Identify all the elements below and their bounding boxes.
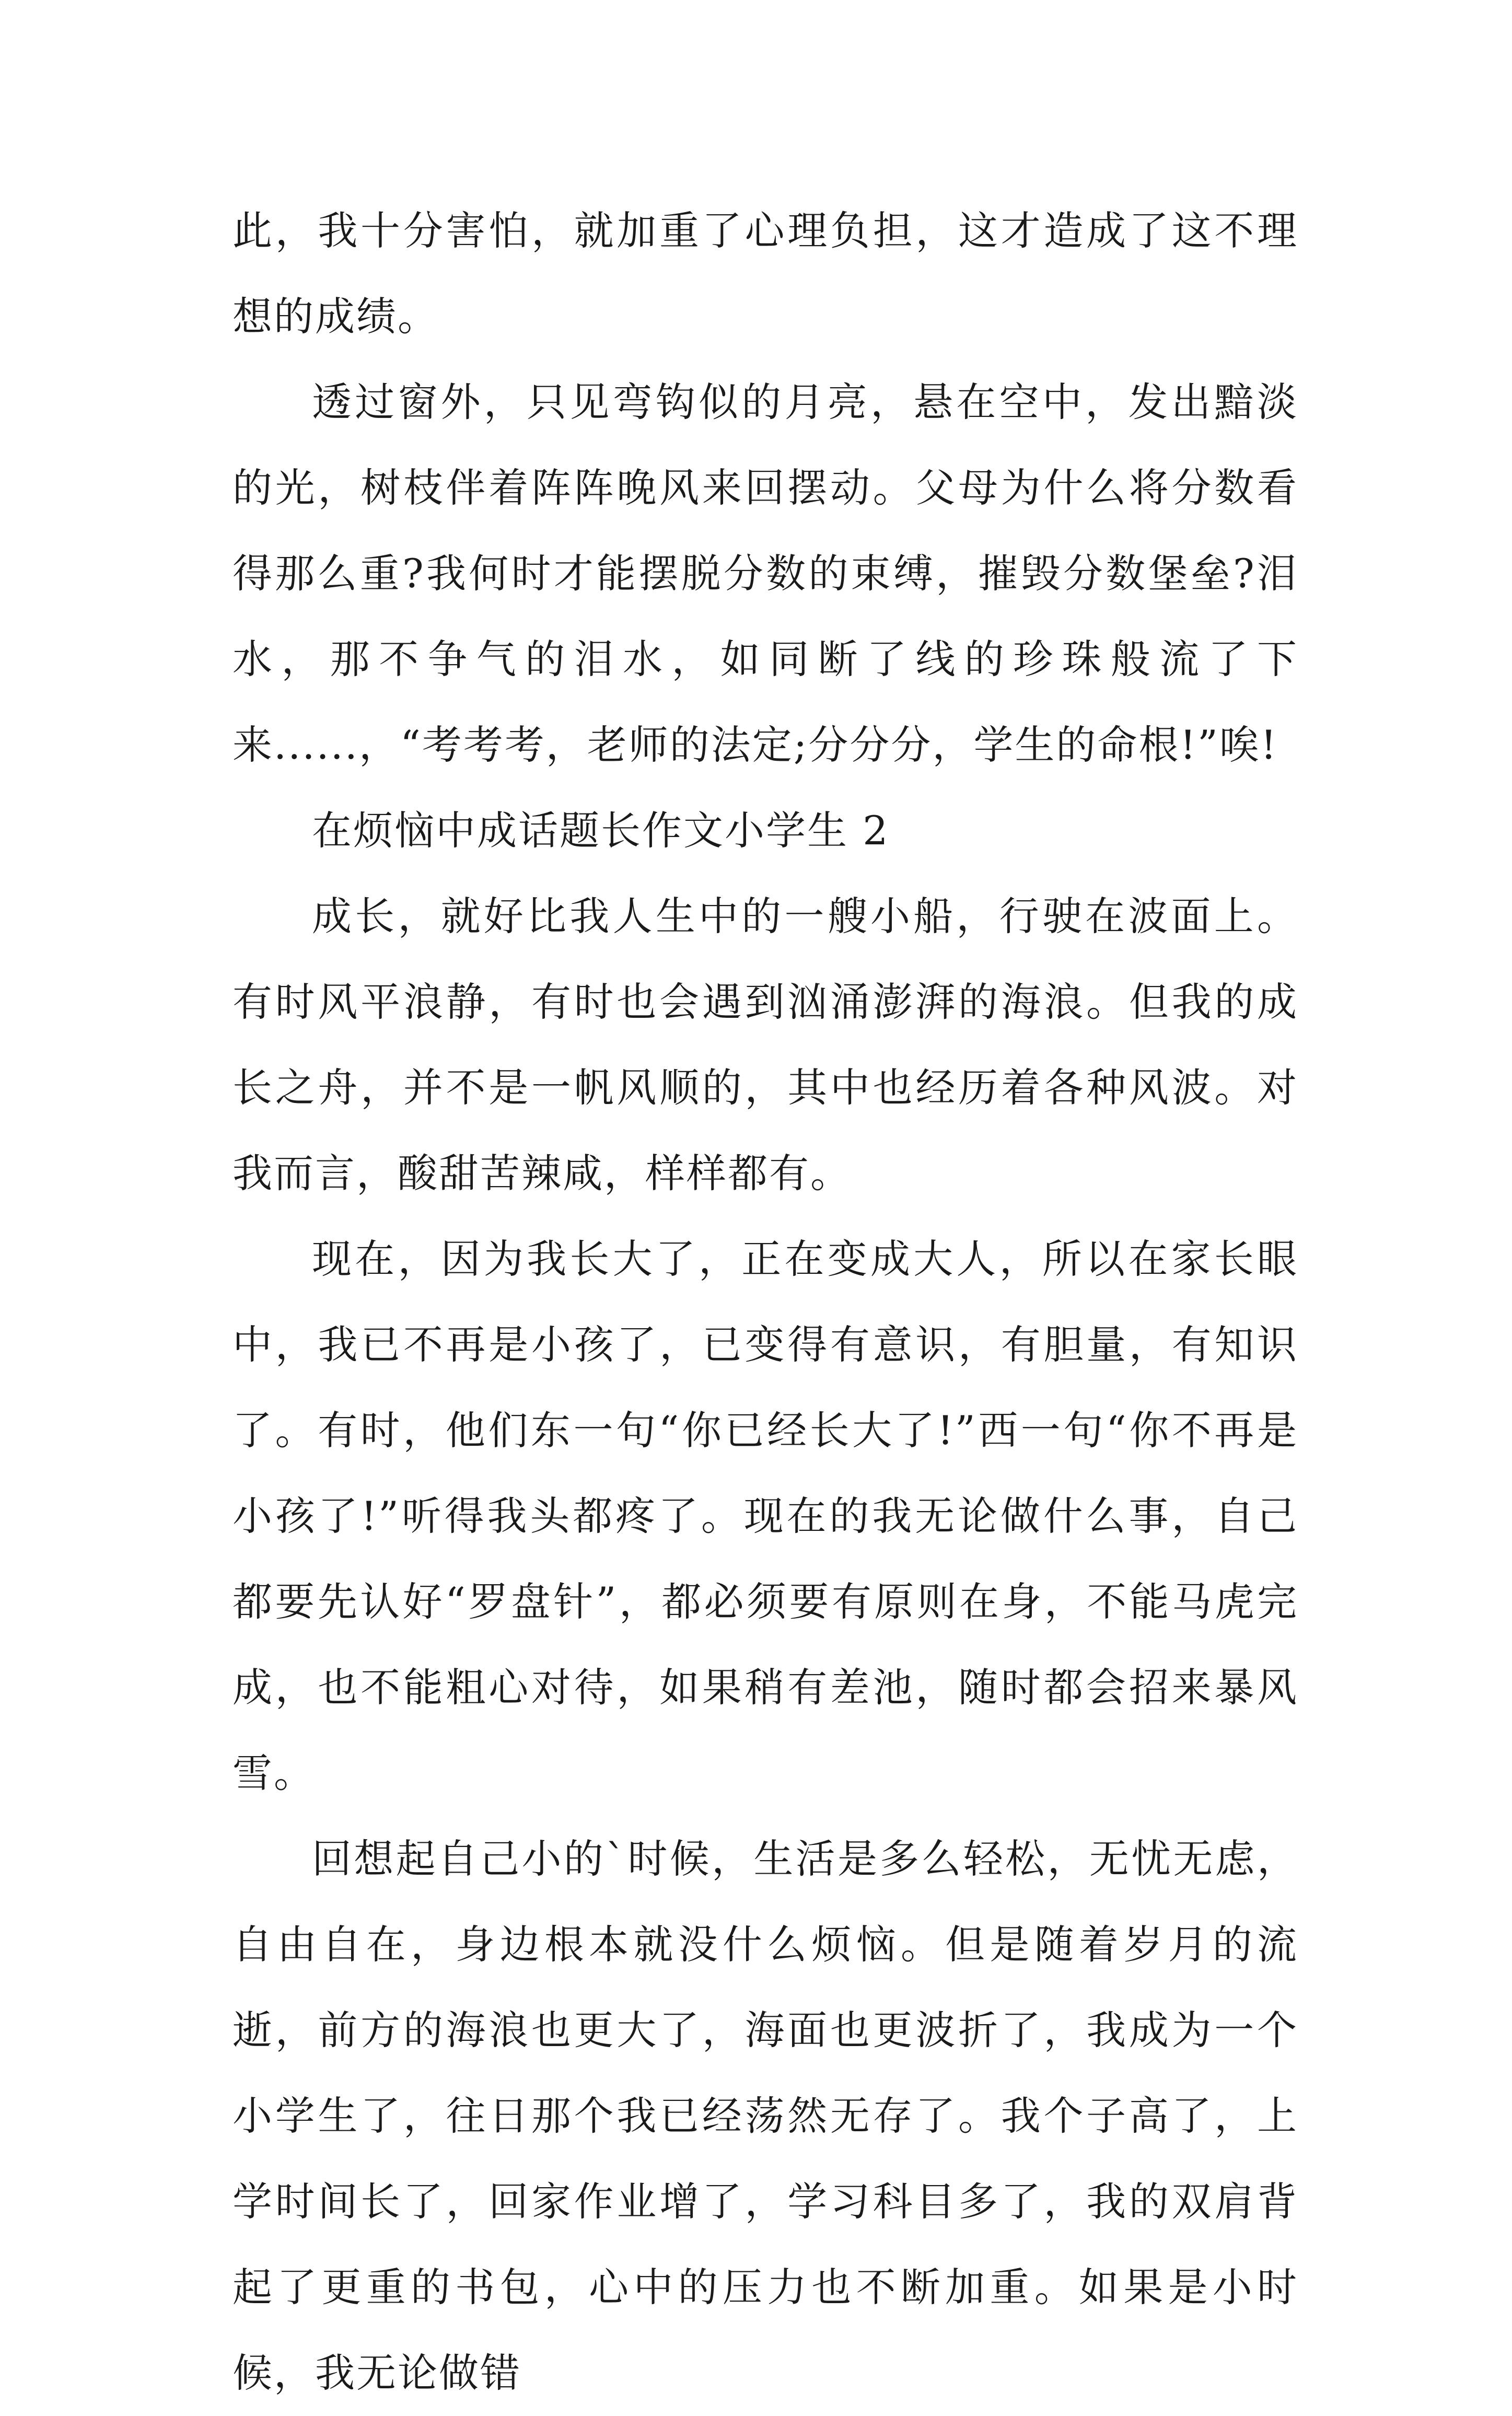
paragraph: 回想起自己小的`时候，生活是多么轻松，无忧无虑，自由自在，身边根本就没什么烦恼。但是随着岁月的流逝，前方的海浪也更大了，海面也更波折了，我成为一个小学生了，往日那个我已经荡然无存了。我个子高了，上学时间长了，回家作业增了，学习科目多了，我的双肩背起了更重的书包，心中的压力也不断加重。如果是小时候，我无论做错 — [232, 1836, 1298, 2396]
paragraph: 透过窗外，只见弯钩似的月亮，悬在空中，发出黯淡的光，树枝伴着阵阵晚风来回摆动。父母为什么将分数看得那么重?我何时才能摆脱分数的束缚，摧毁分数堡垒?泪水，那不争气的泪水，如同断了线的珍珠般流了下来......，“考考考，老师的法定;分分分，学生的命根!”唉! — [232, 379, 1298, 768]
paragraph: 此，我十分害怕，就加重了心理负担，这才造成了这不理想的成绩。 — [232, 207, 1298, 340]
document-body — [232, 188, 1298, 2416]
paragraph: 成长，就好比我人生中的一艘小船，行驶在波面上。有时风平浪静，有时也会遇到汹涌澎湃的海浪。但我的成长之舟，并不是一帆风顺的，其中也经历着各种风波。对我而言，酸甜苦辣咸，样样都有。 — [232, 893, 1298, 1197]
section-heading: 在烦恼中成话题长作文小学生 2 — [312, 807, 890, 854]
paragraph: 现在，因为我长大了，正在变成大人，所以在家长眼中，我已不再是小孩了，已变得有意识，有胆量，有知识了。有时，他们东一句“你已经长大了!”西一句“你不再是小孩了!”听得我头都疼了。现在的我无论做什么事，自己都要先认好“罗盘针”，都必须要有原则在身，不能马虎完成，也不能粗心对待，如果稍有差池，随时都会招来暴风雪。 — [232, 1236, 1298, 1796]
